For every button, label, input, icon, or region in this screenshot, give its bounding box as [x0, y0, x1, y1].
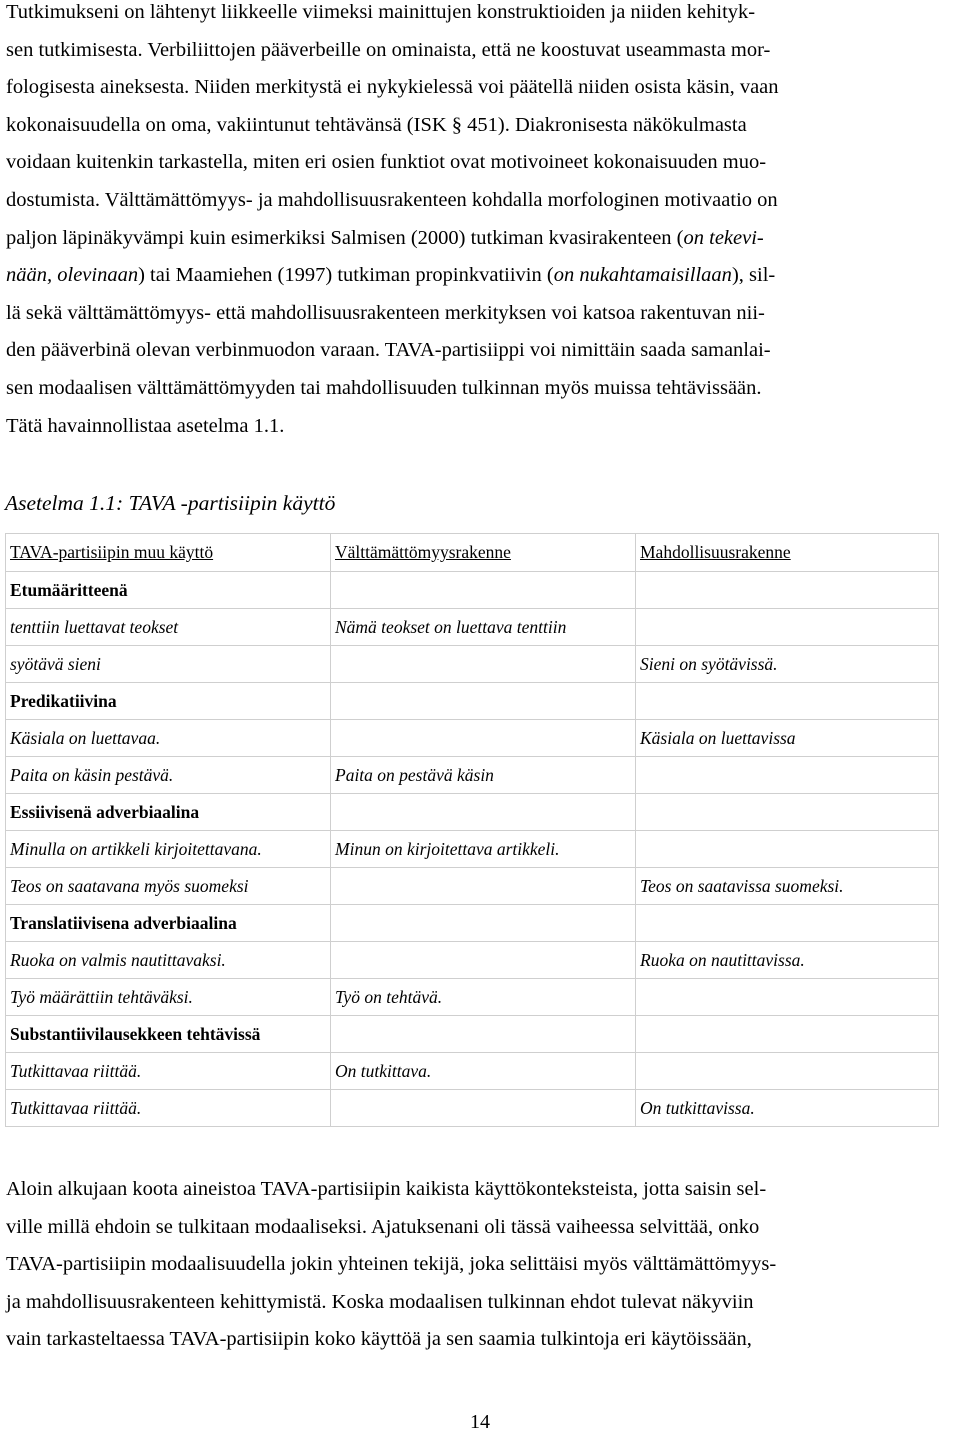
example-cell [636, 831, 939, 868]
table-row [6, 942, 939, 979]
text-segment: sen modaalisen välttämättömyyden tai mahdollisuuden tulkinnan myös muissa tehtävissään. [6, 376, 762, 399]
table-row [6, 757, 939, 794]
section-row [6, 905, 939, 942]
italic-example-text: on tekevi- [683, 226, 764, 249]
example-cell: Sieni on syötävissä. [636, 646, 939, 683]
text-line [6, 257, 954, 295]
example-cell: On tutkittava. [331, 1053, 636, 1090]
section-label-cell [331, 683, 636, 720]
table-row [6, 646, 939, 683]
body-paragraph-2 [6, 1171, 954, 1359]
text-segment: ), sil- [731, 264, 776, 287]
section-label-cell [331, 794, 636, 831]
example-cell: Paita on käsin pestävä. [6, 757, 331, 794]
example-cell [331, 720, 636, 757]
column-header: Mahdollisuusrakenne [636, 534, 939, 572]
table-header-row [6, 534, 939, 572]
table-caption: Asetelma 1.1: TAVA -partisiipin käyttö [5, 491, 336, 515]
table-row [6, 1090, 939, 1127]
section-label-cell [636, 794, 939, 831]
section-row [6, 572, 939, 609]
text-line [6, 0, 954, 32]
example-cell [331, 1090, 636, 1127]
text-segment: kokonaisuudella on oma, vakiintunut tehtävänsä (ISK § 451). Diakronisesta näkökulmasta [6, 113, 747, 136]
text-segment: vain tarkasteltaessa TAVA-partisiipin koko käyttöä ja sen saamia tulkintoja eri käytöissään, [6, 1328, 752, 1351]
section-label-cell [636, 1016, 939, 1053]
example-cell: Teos on saatavissa suomeksi. [636, 868, 939, 905]
italic-example-text: nään, olevinaan [6, 264, 139, 287]
example-cell [636, 979, 939, 1016]
table-row [6, 609, 939, 646]
section-label-cell [331, 905, 636, 942]
section-label-cell: Translatiivisena adverbiaalina [6, 905, 331, 942]
example-cell [331, 942, 636, 979]
text-line [6, 295, 954, 333]
text-line [6, 32, 954, 70]
example-cell: Ruoka on valmis nautittavaksi. [6, 942, 331, 979]
text-line [6, 332, 954, 370]
example-cell [636, 757, 939, 794]
section-label-cell: Substantiivilausekkeen tehtävissä [6, 1016, 331, 1053]
column-header: TAVA-partisiipin muu käyttö [6, 534, 331, 572]
example-cell: Teos on saatavana myös suomeksi [6, 868, 331, 905]
example-cell: tenttiin luettavat teokset [6, 609, 331, 646]
text-segment: Aloin alkujaan koota aineistoa TAVA-partisiipin kaikista käyttökonteksteista, jotta saisin sel- [6, 1178, 767, 1200]
italic-example-text: on nukahtamaisillaan [553, 264, 732, 287]
section-label-cell: Etumääritteenä [6, 572, 331, 609]
text-segment: TAVA-partisiipin modaalisuudella jokin yhteinen tekijä, joka selittäisi myös välttämättömyys- [6, 1253, 777, 1276]
section-label-cell [331, 572, 636, 609]
text-line [6, 1246, 954, 1284]
text-segment: den pääverbinä olevan verbinmuodon varaan. TAVA-partisiippi voi nimittäin saada samanlai- [6, 339, 771, 362]
section-label-cell: Essiivisenä adverbiaalina [6, 794, 331, 831]
section-label-cell [636, 905, 939, 942]
table-row [6, 868, 939, 905]
text-line [6, 408, 954, 446]
text-segment: ja mahdollisuusrakenteen kehittymistä. Koska modaalisen tulkinnan ehdot tulevat näkyviin [6, 1290, 754, 1313]
example-cell: Nämä teokset on luettava tenttiin [331, 609, 636, 646]
text-line [6, 107, 954, 145]
example-cell: Minulla on artikkeli kirjoitettavana. [6, 831, 331, 868]
text-segment: fologisesta aineksesta. Niiden merkitystä ei nykykielessä voi päätellä niiden osista käsin, vaan [6, 76, 779, 99]
text-line [6, 370, 954, 408]
text-line [6, 1284, 954, 1322]
example-cell [636, 1053, 939, 1090]
table-row [6, 979, 939, 1016]
section-label-cell [331, 1016, 636, 1053]
text-segment: sen tutkimisesta. Verbiliittojen pääverbeille on ominaista, että ne koostuvat useammasta mor- [6, 38, 771, 61]
example-cell: Työ on tehtävä. [331, 979, 636, 1016]
text-segment: paljon läpinäkyvämpi kuin esimerkiksi Salmisen (2000) tutkiman kvasirakenteen ( [6, 226, 684, 249]
table-row [6, 720, 939, 757]
text-segment: Tutkimukseni on lähtenyt liikkeelle viimeksi mainittujen konstruktioiden ja niiden kehityk- [6, 1, 756, 23]
section-row [6, 794, 939, 831]
text-segment: dostumista. Välttämättömyys- ja mahdollisuusrakenteen kohdalla morfologinen motivaatio on [6, 188, 778, 211]
text-line [6, 1171, 954, 1209]
example-cell: Käsiala on luettavissa [636, 720, 939, 757]
text-segment: voidaan kuitenkin tarkastella, miten eri osien funktiot ovat motivoineet kokonaisuuden muo- [6, 151, 767, 174]
column-header: Välttämättömyysrakenne [331, 534, 636, 572]
table-row [6, 831, 939, 868]
text-line [6, 1209, 954, 1247]
section-label-cell [636, 683, 939, 720]
section-label-cell [636, 572, 939, 609]
example-cell [636, 609, 939, 646]
example-cell: On tutkittavissa. [636, 1090, 939, 1127]
example-cell [331, 868, 636, 905]
text-line [6, 144, 954, 182]
text-segment: Tätä havainnollistaa asetelma 1.1. [6, 414, 285, 437]
example-cell: Tutkittavaa riittää. [6, 1090, 331, 1127]
text-segment: ) tai Maamiehen (1997) tutkiman propinkvatiivin ( [138, 264, 554, 287]
text-line [6, 220, 954, 258]
text-segment: ville millä ehdoin se tulkitaan modaaliseksi. Ajatuksenani oli tässä vaiheessa selvittää, onko [6, 1215, 760, 1238]
example-cell: syötävä sieni [6, 646, 331, 683]
text-line [6, 182, 954, 220]
page-number: 14 [470, 1411, 490, 1433]
example-cell: Työ määrättiin tehtäväksi. [6, 979, 331, 1016]
example-cell: Tutkittavaa riittää. [6, 1053, 331, 1090]
section-row [6, 683, 939, 720]
example-cell: Käsiala on luettavaa. [6, 720, 331, 757]
example-cell: Paita on pestävä käsin [331, 757, 636, 794]
table-row [6, 1053, 939, 1090]
text-line [6, 1321, 954, 1359]
example-cell [331, 646, 636, 683]
section-label-cell: Predikatiivina [6, 683, 331, 720]
example-cell: Ruoka on nautittavissa. [636, 942, 939, 979]
usage-table [5, 533, 939, 1127]
text-segment: lä sekä välttämättömyys- että mahdollisuusrakenteen merkityksen voi katsoa rakentuvan nii- [6, 301, 765, 324]
section-row [6, 1016, 939, 1053]
example-cell: Minun on kirjoitettava artikkeli. [331, 831, 636, 868]
body-paragraph-1 [6, 0, 954, 445]
text-line [6, 69, 954, 107]
